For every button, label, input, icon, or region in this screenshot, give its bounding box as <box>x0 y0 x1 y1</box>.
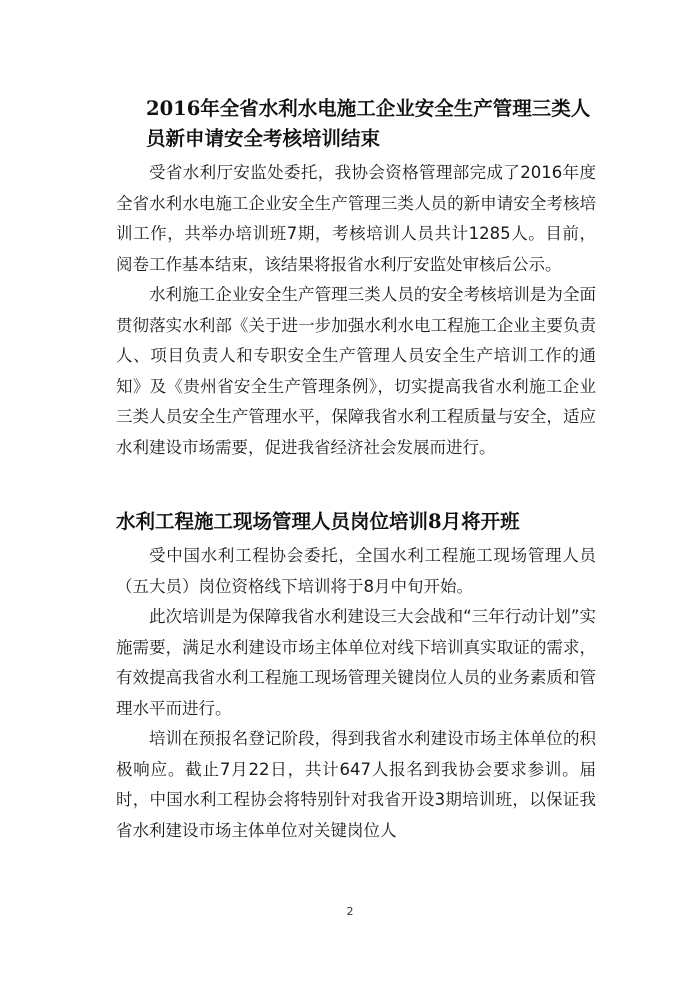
body-paragraph: 水利施工企业安全生产管理三类人员的安全考核培训是为全面贯彻落实水利部《关于进一步加强水利水电工程施工企业主要负责人、项目负责人和专职安全生产管理人员安全生产培训工作的通知》及《贵州省安全生产管理条例》，切实提高我省水利施工企业三类人员安全生产管理水平，保障我省水利工程质量与安全，适应水利建设市场需要，促进我省经济社会发展而进行。 <box>116 285 596 457</box>
page-number: 2 <box>346 905 354 918</box>
body-paragraph: 此次培训是为保障我省水利建设三大会战和“三年行动计划”实施需要，满足水利建设市场主体单位对线下培训真实取证的需求，有效提高我省水利工程施工现场管理关键岗位人员的业务素质和管理水平而进行。 <box>116 607 596 718</box>
section-title: 2016年全省水利水电施工企业安全生产管理三类人员新申请安全考核培训结束 <box>146 97 591 150</box>
section-title: 水利工程施工现场管理人员岗位培训8月将开班 <box>116 510 520 533</box>
body-paragraph: 受省水利厅安监处委托，我协会资格管理部完成了2016年度全省水利水电施工企业安全生产管理三类人员的新申请安全考核培训工作，共举办培训班7期，考核培训人员共计1285人。目前，阅卷工作基本结束，该结果将报省水利厅安监处审核后公示。 <box>116 163 596 274</box>
body-paragraph: 培训在预报名登记阶段，得到我省水利建设市场主体单位的积极响应。截止7月22日，共计647人报名到我协会要求参训。届时，中国水利工程协会将特别针对我省开设3期培训班，以保证我省水利建设市场主体单位对关键岗位人 <box>116 729 596 840</box>
body-paragraph: 受中国水利工程协会委托，全国水利工程施工现场管理人员（五大员）岗位资格线下培训将于8月中旬开始。 <box>116 546 596 596</box>
